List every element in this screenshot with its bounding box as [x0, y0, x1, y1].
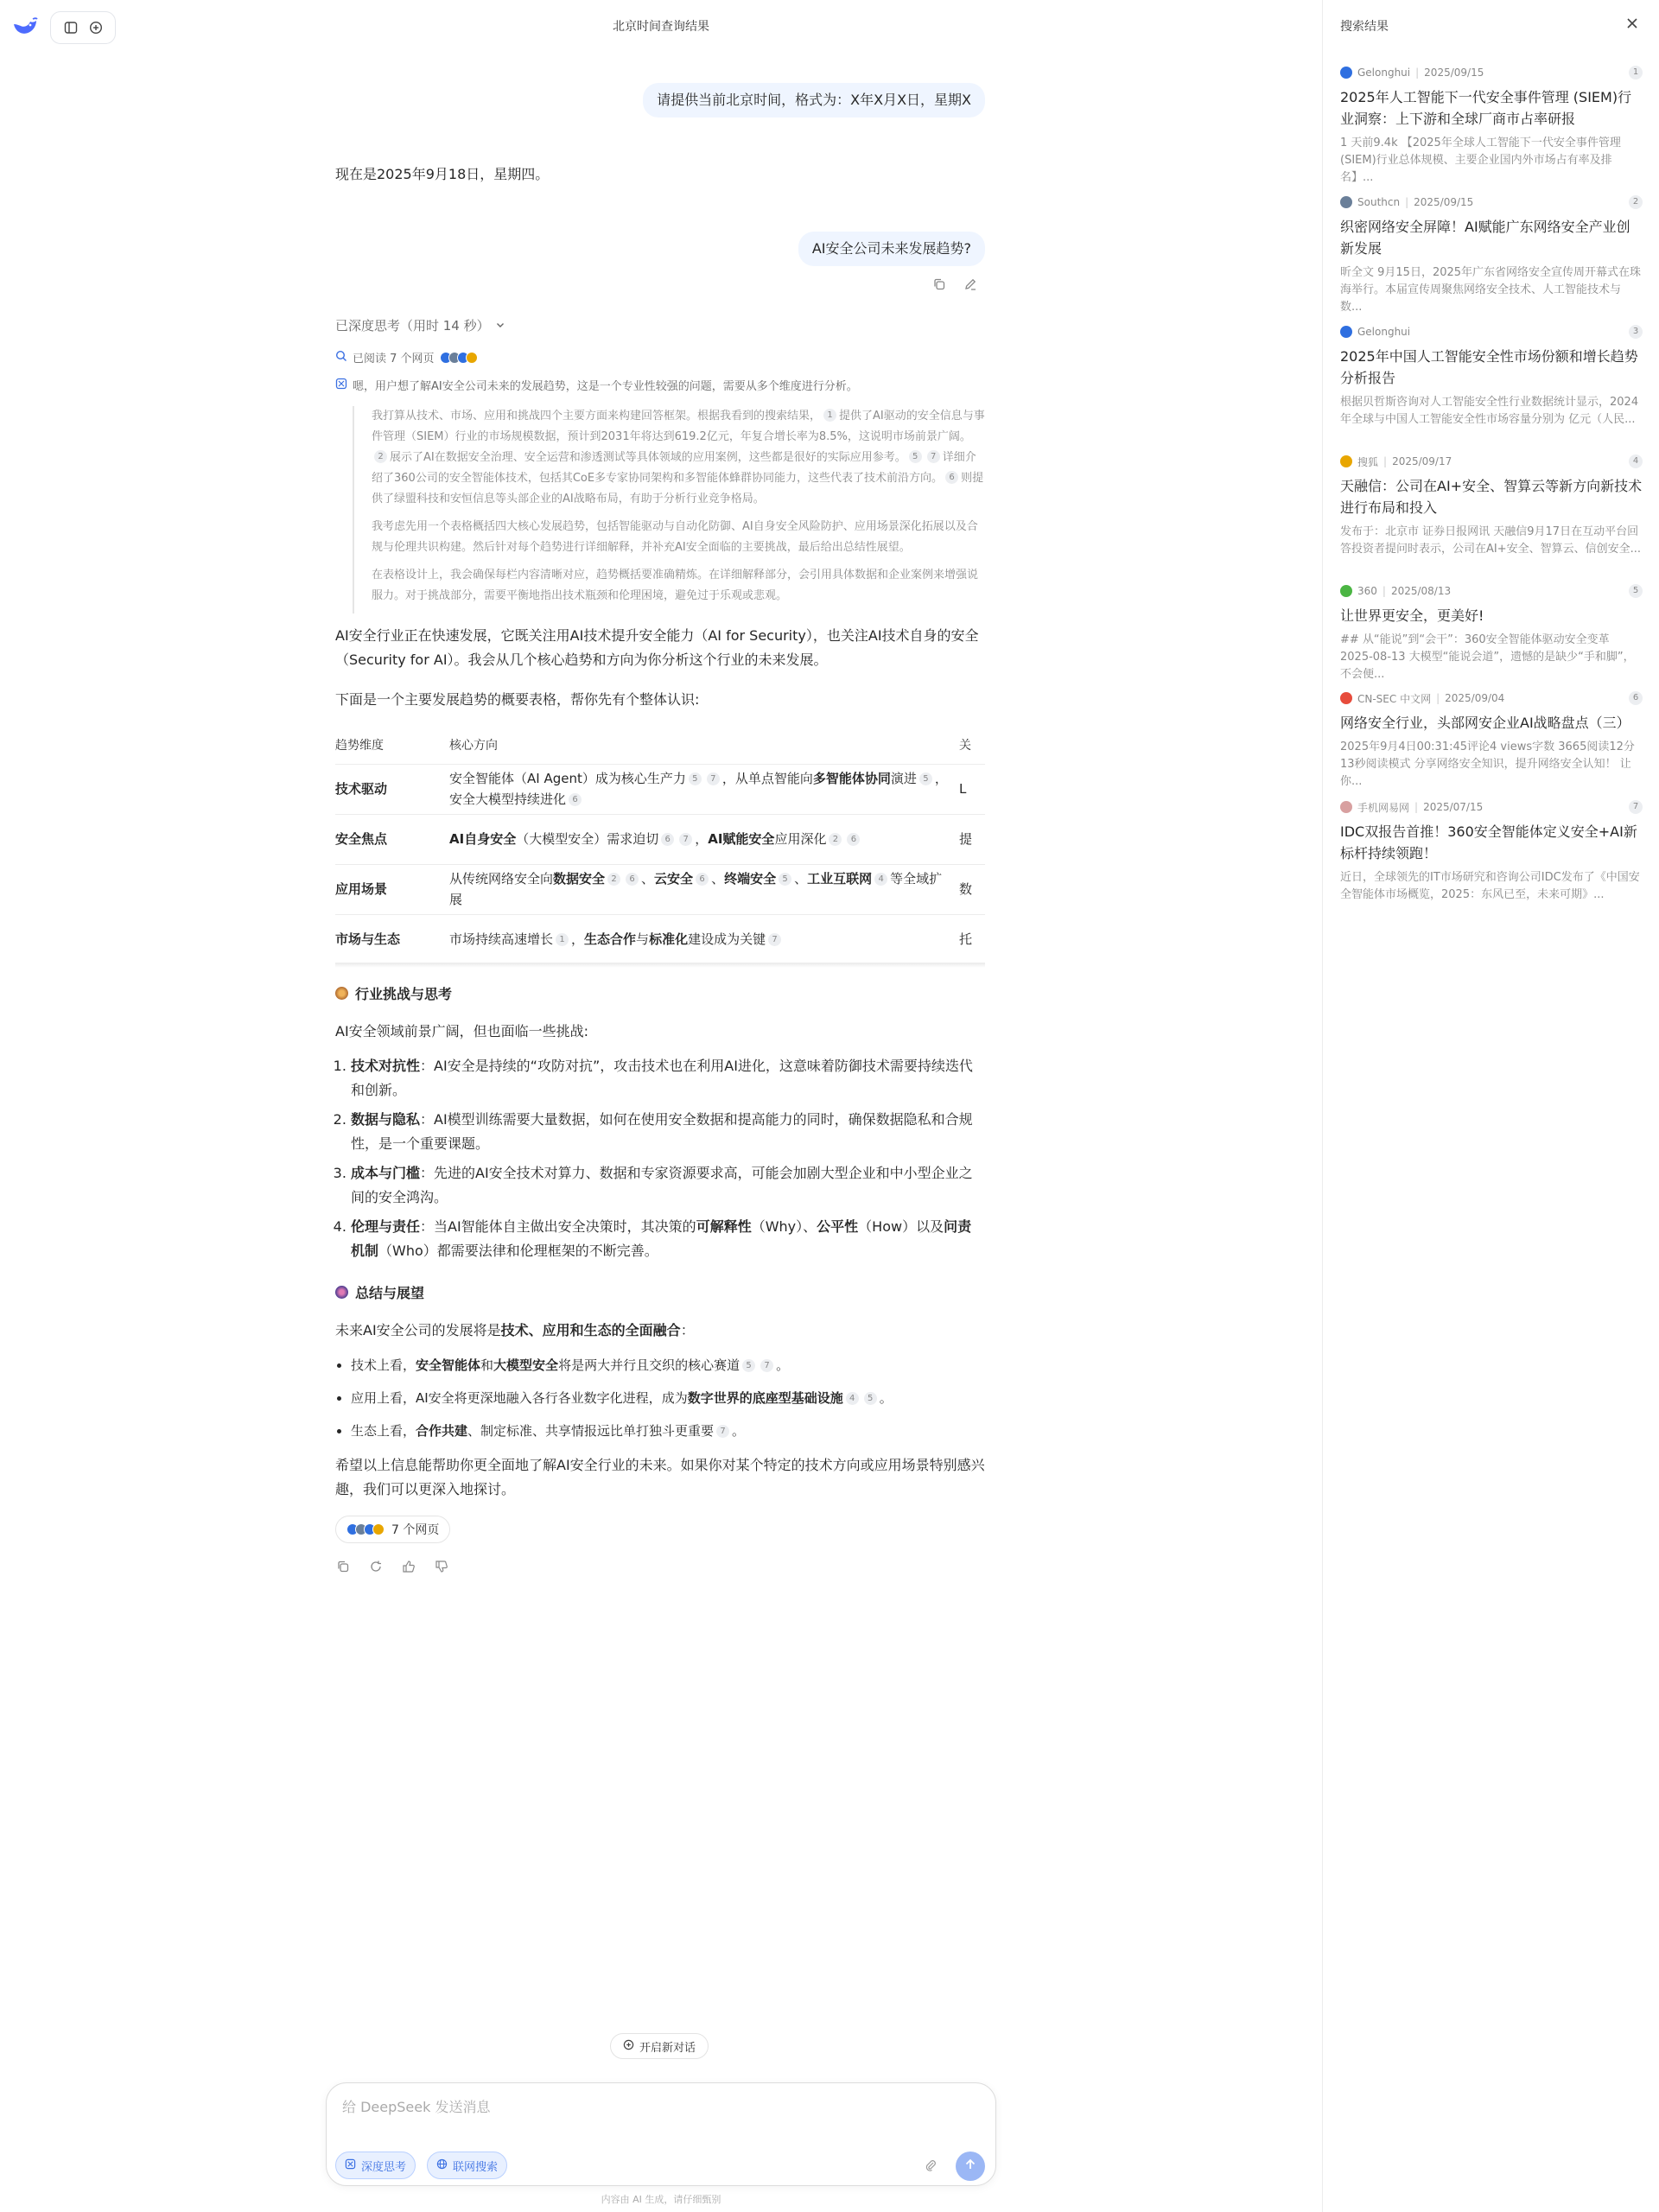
- deep-think-toggle[interactable]: [335, 2152, 416, 2179]
- source-favicon: [372, 1523, 385, 1535]
- copy-icon[interactable]: [335, 1559, 351, 1574]
- answer-intro: AI安全行业正在快速发展，它既关注用AI技术提升安全能力（AI for Security），也关注AI技术自身的安全（Security for AI）。我会从几个核心趋势和方向为你分析这个行业的未来发展。: [335, 627, 979, 668]
- conversation-title: 北京时间查询结果: [613, 20, 709, 34]
- result-snippet: 根据贝哲斯咨询对人工智能安全性行业数据统计显示，2024年全球与中国人工智能安全性市场容量分别为 亿元（人民...: [1340, 396, 1639, 426]
- challenges-list: [335, 1054, 985, 1268]
- citation-badge[interactable]: 5: [919, 772, 932, 785]
- edit-icon[interactable]: [963, 276, 978, 292]
- result-date: 2025/09/04: [1445, 692, 1505, 704]
- result-date: 2025/09/15: [1414, 196, 1474, 208]
- message-input[interactable]: [342, 2099, 947, 2115]
- thumbs-down-icon[interactable]: [434, 1559, 449, 1574]
- send-button[interactable]: [956, 2152, 985, 2181]
- table-cell: 托: [959, 914, 985, 964]
- target-icon: [335, 987, 348, 1000]
- citation-badge[interactable]: 6: [569, 793, 582, 806]
- table-row: [335, 764, 985, 814]
- result-date: 2025/09/15: [1424, 67, 1484, 79]
- result-number: 3: [1629, 325, 1643, 339]
- thinking-paragraph: 在表格设计上，我会确保每栏内容清晰对应，趋势概括要准确精炼。在详细解释部分，会引用具体数据和企业案例来增强说服力。对于挑战部分，需要平衡地指出技术瓶颈和伦理困境，避免过于乐观或悲观。: [372, 569, 979, 602]
- source-favicon: [1340, 326, 1352, 338]
- table-cell: 市场持续高速增长 1 ，生态合作与标准化建设成为关键 7: [449, 914, 959, 964]
- result-snippet: 2025年9月4日00:31:45评论4 views字数 3665阅读12分13秒阅读模式 分享网络安全知识，提升网络安全认知！ 让你...: [1340, 741, 1635, 788]
- result-snippet: ## 从“能说”到“会干”：360安全智能体驱动安全变革 2025-08-13 大模型“能说会道”，遗憾的是缺少“手和脚”，不会便...: [1340, 633, 1635, 681]
- citation-badge[interactable]: 6: [945, 471, 958, 484]
- section-title: 总结与展望: [355, 1285, 425, 1301]
- trends-table: [335, 726, 985, 965]
- source-favicon: [466, 352, 478, 364]
- source-favicons: [346, 1523, 385, 1535]
- summary-intro: 未来AI安全公司的发展将是技术、应用和生态的全面融合：: [335, 1322, 695, 1338]
- result-source: Southcn: [1357, 196, 1401, 208]
- new-chat-label: 开启新对话: [639, 2041, 696, 2055]
- table-header-row: [335, 726, 985, 764]
- citation-badge[interactable]: 7: [768, 933, 781, 946]
- citation-badge[interactable]: 4: [846, 1392, 859, 1405]
- result-source: 手机网易网: [1357, 801, 1410, 814]
- result-title: IDC双报告首推！360安全智能体定义安全+AI新标杆持续领跑！: [1340, 823, 1637, 861]
- list-item: 3. 成本与门槛：先进的AI安全技术对算力、数据和专家资源要求高，可能会加剧大型企业和中小型企业之间的安全鸿沟。: [351, 1161, 985, 1210]
- new-chat-icon: [623, 2039, 634, 2054]
- result-source: 360: [1357, 585, 1377, 597]
- deep-think-icon: [345, 2158, 356, 2173]
- paperclip-icon[interactable]: [923, 2158, 938, 2173]
- thinking-paragraph: 我打算从技术、市场、应用和挑战四个主要方面来构建回答框架。根据我看到的搜索结果， 1 提供了AI驱动的安全信息与事件管理（SIEM）行业的市场规模数据，预计到2031年将达到619.2亿元，年复合增长率为8.5%，这说明市场前景广阔。2 展示了AI在数据安全治理、安全运营和渗透测试等具体领域的应用案例，这些都是很好的实际应用参考。 5 7 详细介绍了360公司的安全智能体技术，包括其CoE多专家协同架构和多智能体蜂群协同能力，这些代表了技术前沿方向。 6 则提供了绿盟科技和安恒信息等头部企业的AI战略布局，有助于分析行业竞争格局。: [372, 410, 985, 505]
- citation-badge[interactable]: 7: [679, 833, 692, 846]
- citation-badge[interactable]: 5: [909, 450, 922, 463]
- result-title: 让世界更安全，更美好!: [1340, 607, 1484, 624]
- thumbs-up-icon[interactable]: [401, 1559, 416, 1574]
- thinking-text: 嗯，用户想了解AI安全公司未来的发展趋势，这是一个专业性较强的问题，需要从多个维度进行分析。: [353, 380, 858, 393]
- read-pages-row[interactable]: [335, 349, 478, 365]
- user-message: AI安全公司未来发展趋势?: [798, 232, 985, 266]
- new-chat-button[interactable]: [610, 2033, 709, 2059]
- citation-badge[interactable]: 2: [374, 450, 387, 463]
- table-cell: 数: [959, 864, 985, 914]
- citation-badge[interactable]: 6: [626, 873, 639, 886]
- table-cell: AI自身安全（大模型安全）需求迫切 6 7 ，AI赋能安全应用深化 2 6: [449, 814, 959, 864]
- deep-think-icon: [335, 378, 347, 393]
- list-item: • 应用上看，AI安全将更深地融入各行各业数字化进程，成为数字世界的底座型基础设施 4 5 。: [351, 1388, 985, 1408]
- table-cell: 安全智能体（AI Agent）成为核心生产力 5 7 ，从单点智能向多智能体协同演进 5 ，安全大模型持续进化 6: [449, 764, 959, 814]
- answer-actions: [335, 1559, 449, 1574]
- list-item: 2. 数据与隐私：AI模型训练需要大量数据，如何在使用安全数据和提高能力的同时，确保数据隐私和合规性，是一个重要课题。: [351, 1108, 985, 1156]
- challenges-heading: [335, 983, 452, 1003]
- citation-badge[interactable]: 7: [707, 772, 720, 785]
- thinking-toggle[interactable]: [335, 316, 505, 334]
- thinking-body: [353, 406, 985, 613]
- thinking-header: 已深度思考（用时 14 秒）: [335, 318, 490, 334]
- search-result-card[interactable]: Gelonghui | 2025/09/15 1 2025年人工智能下一代安全事件管理 (SIEM)行业洞察：上下游和全球厂商市占率研报 1 天前9.4k 【2025年全球人工智能下一代安全事件管理(SIEM)行业总体规模、主要企业国内外市场占有率及排名】...: [1340, 66, 1643, 169]
- result-number: 5: [1629, 584, 1643, 598]
- search-icon: [335, 350, 347, 365]
- result-snippet: 昕全文 9月15日，2025年广东省网络安全宣传周开幕式在珠海举行。本届宣传周聚焦网络安全技术、人工智能技术与数...: [1340, 266, 1642, 314]
- closing-paragraph: 希望以上信息能帮助你更全面地了解AI安全行业的未来。如果你对某个特定的技术方向或应用场景特别感兴趣，我们可以更深入地探讨。: [335, 1457, 985, 1497]
- read-pages-label: 已阅读 7 个网页: [353, 353, 435, 365]
- table-cell: L: [959, 764, 985, 814]
- globe-icon: [436, 2158, 448, 2173]
- citation-badge[interactable]: 1: [823, 409, 836, 422]
- table-cell: 应用场景: [335, 864, 449, 914]
- search-result-card[interactable]: [1340, 325, 1643, 429]
- regenerate-icon[interactable]: [368, 1559, 384, 1574]
- result-source: CN-SEC 中文网: [1357, 692, 1432, 705]
- table-row: [335, 814, 985, 864]
- summary-heading: [335, 1282, 424, 1302]
- citation-badge[interactable]: 7: [716, 1425, 729, 1438]
- panel-title: 搜索结果: [1340, 20, 1389, 34]
- challenges-intro: AI安全领域前景广阔，但也面临一些挑战:: [335, 1023, 589, 1039]
- search-result-card[interactable]: 360 | 2025/08/13 5 让世界更安全，更美好! ## 从“能说”到“会干”：360安全智能体驱动安全变革 2025-08-13 大模型“能说会道”，遗憾的是缺少“手和脚”，不会便...: [1340, 584, 1643, 666]
- summary-list: [335, 1355, 985, 1453]
- result-source: Gelonghui: [1357, 67, 1411, 79]
- citation-badge[interactable]: 2: [829, 833, 842, 846]
- table-row: [335, 914, 985, 964]
- citation-badge[interactable]: 5: [779, 873, 791, 886]
- result-title: 织密网络安全屏障！AI赋能广东网络安全产业创新发展: [1340, 219, 1630, 257]
- source-favicon: [1340, 67, 1352, 79]
- result-number: 2: [1629, 195, 1643, 209]
- source-favicon: [1340, 801, 1352, 813]
- source-favicons: [440, 352, 478, 364]
- citation-badge[interactable]: 5: [864, 1392, 877, 1405]
- close-icon[interactable]: [1624, 16, 1640, 31]
- result-number: 1: [1629, 66, 1643, 79]
- result-snippet: 1 天前9.4k 【2025年全球人工智能下一代安全事件管理(SIEM)行业总体规模、主要企业国内外市场占有率及排名】...: [1340, 137, 1621, 184]
- citation-badge[interactable]: 6: [696, 873, 709, 886]
- table-row: [335, 864, 985, 914]
- list-item: • 生态上看，合作共建、制定标准、共享情报远比单打独斗更重要 7 。: [351, 1421, 985, 1441]
- result-title: 天融信：公司在AI+安全、智算云等新方向新技术进行布局和投入: [1340, 478, 1643, 516]
- deep-think-label: 深度思考: [361, 2160, 407, 2174]
- citation-badge[interactable]: 6: [847, 833, 860, 846]
- source-favicon: [1340, 196, 1352, 208]
- copy-icon[interactable]: [931, 276, 947, 292]
- search-result-card[interactable]: 手机网易网 | 2025/07/15 7 IDC双报告首推！360安全智能体定义安全+AI新标杆持续领跑！ 近日，全球领先的IT市场研究和咨询公司IDC发布了《中国安全智能体市场概览，2025：东风已至，未来可期》...: [1340, 800, 1643, 904]
- table-cell: 市场与生态: [335, 914, 449, 964]
- result-date: 2025/08/13: [1390, 585, 1452, 597]
- table-header: 趋势维度: [335, 726, 449, 764]
- table-cell: 技术驱动: [335, 764, 449, 814]
- search-result-card[interactable]: 搜狐 | 2025/09/17 4 天融信：公司在AI+安全、智算云等新方向新技术进行布局和投入 发布于：北京市 证券日报网讯 天融信9月17日在互动平台回答投资者提问时表示，公司在AI+安全、智算云、信创安全...: [1340, 454, 1643, 558]
- source-favicon: [1340, 455, 1352, 467]
- citation-badge[interactable]: 7: [760, 1359, 773, 1372]
- search-result-card[interactable]: CN-SEC 中文网 | 2025/09/04 6 网络安全行业，头部网安企业AI战略盘点（三） 2025年9月4日00:31:45评论4 views字数 3665阅读12分13秒阅读模式 分享网络安全知识，提升网络安全认知！ 让你...: [1340, 691, 1643, 773]
- sources-label: 7 个网页: [391, 1523, 440, 1537]
- result-number: 4: [1629, 454, 1643, 468]
- table-cell: 安全焦点: [335, 814, 449, 864]
- table-cell: 提: [959, 814, 985, 864]
- result-date: 2025/09/17: [1392, 455, 1452, 467]
- citation-badge[interactable]: 5: [689, 772, 702, 785]
- result-source: Gelonghui: [1357, 326, 1411, 338]
- arrow-up-icon: [963, 2158, 977, 2175]
- search-result-card[interactable]: Southcn | 2025/09/15 2 织密网络安全屏障！AI赋能广东网络安全产业创新发展 昕全文 9月15日，2025年广东省网络安全宣传周开幕式在珠海举行。本届宣传周聚焦网络安全技术、人工智能技术与数...: [1340, 196, 1642, 314]
- source-favicon: [1340, 692, 1352, 704]
- web-search-toggle[interactable]: [427, 2152, 507, 2179]
- list-item: 4. 伦理与责任：当AI智能体自主做出安全决策时，其决策的可解释性（Why）、公平性（How）以及问责机制（Who）都需要法律和伦理框架的不断完善。: [351, 1215, 985, 1263]
- sources-button[interactable]: [335, 1516, 450, 1543]
- result-snippet: 发布于：北京市 证券日报网讯 天融信9月17日在互动平台回答投资者提问时表示，公司在AI+安全、智算云、信创安全...: [1340, 525, 1642, 556]
- result-date: 2025/07/15: [1423, 801, 1484, 813]
- table-header: 核心方向: [449, 726, 959, 764]
- section-title: 行业挑战与思考: [355, 986, 453, 1002]
- message-composer: [326, 2082, 996, 2186]
- source-favicon: [1340, 585, 1352, 597]
- result-number: 7: [1629, 800, 1643, 814]
- table-header: 关: [959, 726, 985, 764]
- result-title: 2025年人工智能下一代安全事件管理 (SIEM)行业洞察：上下游和全球厂商市占率研报: [1340, 89, 1632, 127]
- citation-badge[interactable]: 5: [742, 1359, 755, 1372]
- citation-badge[interactable]: 1: [556, 933, 569, 946]
- citation-badge[interactable]: 6: [661, 833, 674, 846]
- table-cell: 从传统网络安全向数据安全 2 6 、云安全 6 、终端安全 5 、工业互联网 4 等全域扩展: [449, 864, 959, 914]
- search-results-panel: [1322, 0, 1659, 2212]
- result-title: 网络安全行业，头部网安企业AI战略盘点（三）: [1340, 715, 1630, 731]
- result-snippet: 近日，全球领先的IT市场研究和咨询公司IDC发布了《中国安全智能体市场概览，2025：东风已至，未来可期》...: [1340, 871, 1640, 901]
- list-item: • 技术上看，安全智能体和大模型安全将是两大并行且交织的核心赛道 5 7 。: [351, 1355, 985, 1376]
- thinking-paragraph: 我考虑先用一个表格概括四大核心发展趋势，包括智能驱动与自动化防御、AI自身安全风险防护、应用场景深化拓展以及合规与伦理共识构建。然后针对每个趋势进行详细解释，并补充AI安全面临的主要挑战，最后给出总结性展望。: [372, 520, 978, 554]
- chevron-down-icon: [495, 318, 505, 334]
- table-scroll-shadow: [335, 963, 985, 968]
- user-message: 请提供当前北京时间，格式为：X年X月X日，星期X: [643, 83, 985, 118]
- result-title: 2025年中国人工智能安全性市场份额和增长趋势分析报告: [1340, 348, 1638, 386]
- crystal-ball-icon: [335, 1286, 348, 1299]
- assistant-answer-time: 现在是2025年9月18日，星期四。: [335, 166, 550, 182]
- result-source: 搜狐: [1357, 455, 1379, 468]
- list-item: 1. 技术对抗性：AI安全是持续的“攻防对抗”，攻击技术也在利用AI进化，这意味着防御技术需要持续迭代和创新。: [351, 1054, 985, 1103]
- user-message-actions: [931, 276, 978, 292]
- result-number: 6: [1629, 691, 1643, 705]
- citation-badge[interactable]: 7: [927, 450, 940, 463]
- thinking-first-line: [335, 377, 858, 393]
- ai-disclaimer: 内容由 AI 生成，请仔细甄别: [601, 2194, 721, 2205]
- web-search-label: 联网搜索: [453, 2160, 499, 2174]
- citation-badge[interactable]: 2: [607, 873, 620, 886]
- citation-badge[interactable]: 4: [874, 873, 887, 886]
- table-intro: 下面是一个主要发展趋势的概要表格，帮你先有个整体认识:: [335, 691, 700, 708]
